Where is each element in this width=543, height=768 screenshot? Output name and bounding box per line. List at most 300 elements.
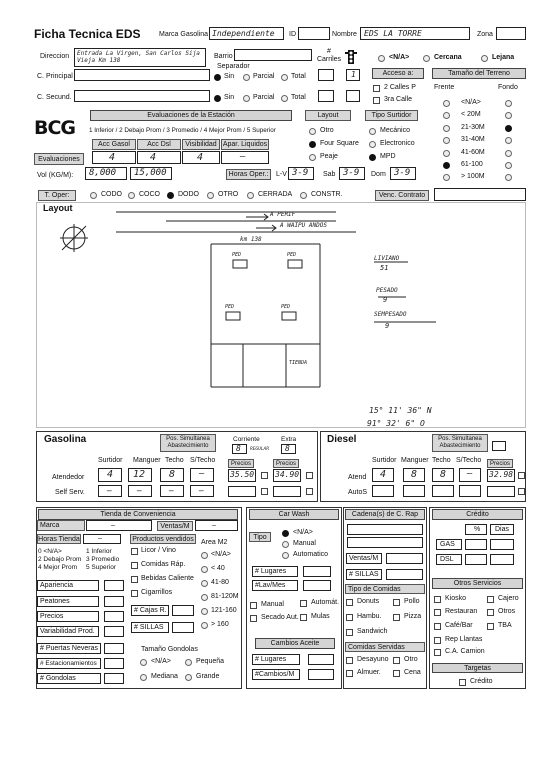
producto-comidas-check[interactable] <box>131 562 138 569</box>
estacionamientos-field[interactable] <box>104 658 124 669</box>
credito-pct-label: % <box>474 526 481 533</box>
oper-dodo-radio[interactable] <box>167 192 174 199</box>
desayuno-check[interactable] <box>346 657 353 664</box>
oper-codo-label: CODO <box>101 191 122 198</box>
gas-self-manguer-value: — <box>137 486 142 495</box>
area-opt-0: <N/A> <box>211 551 231 558</box>
pump-label-2: PED <box>287 252 297 258</box>
dsl-techo-header: Techo <box>432 457 451 464</box>
principal-sin-radio[interactable] <box>214 74 221 81</box>
semipesado-label: SEMPESADO <box>374 311 407 318</box>
otro-tba-check[interactable] <box>487 623 494 630</box>
dsl-atend-stecho[interactable] <box>459 468 481 482</box>
proximity-cercana-radio[interactable] <box>423 55 430 62</box>
barrio-label: Barrio <box>214 53 233 60</box>
marca-label: Marca Gasolina <box>159 31 209 38</box>
lv-field[interactable] <box>288 167 314 180</box>
otro-restauran-check[interactable] <box>434 609 441 616</box>
gas-self-techo-value: — <box>169 486 174 495</box>
corriente-pos-field[interactable] <box>232 444 247 454</box>
comida-otro-label: Otro <box>404 656 418 663</box>
gondola-mediana-radio[interactable] <box>140 674 147 681</box>
layout-foursquare-label: Four Square <box>320 140 359 147</box>
layout-sketch <box>36 202 526 428</box>
gasolina-pos-label: Pos. Simultanea Abastecimiento <box>160 434 216 452</box>
horas-tienda-value: — <box>98 534 103 542</box>
cajas-field[interactable] <box>172 605 194 616</box>
frente-radio-4[interactable] <box>443 150 450 157</box>
dsl-atend-manguer[interactable] <box>403 468 425 482</box>
carriles-principal-field[interactable] <box>318 69 334 81</box>
tienda-sillas-label: # SILLAS <box>134 624 164 631</box>
oper-otro-radio[interactable] <box>207 192 214 199</box>
sab-value: 3-9 <box>343 168 360 178</box>
area-opt-1: < 40 <box>211 565 225 572</box>
targetas-title: Targetas <box>432 663 523 673</box>
form-title: Ficha Tecnica EDS <box>34 27 141 41</box>
dsl-autos-precio-check[interactable] <box>518 488 525 495</box>
gas-atend-stecho[interactable] <box>190 468 214 482</box>
precio-extra-check[interactable] <box>306 472 313 479</box>
dsl-autos-precio[interactable] <box>487 486 515 497</box>
comida-pollo-check[interactable] <box>393 599 400 606</box>
gondolas-label: # Gondolas <box>40 675 76 682</box>
secund-parcial-label: Parcial <box>253 94 275 101</box>
gas-self-surtidor-value: — <box>107 486 112 495</box>
cambios-mes-label: #Cambios/M <box>255 671 295 678</box>
terreno-opt-2: 21-30M <box>461 124 485 131</box>
surtidor-mpd-radio[interactable] <box>369 154 376 161</box>
marca-field[interactable] <box>209 27 284 40</box>
sab-field[interactable] <box>339 167 365 180</box>
fondo-radio-5[interactable] <box>505 162 512 169</box>
pump-label-3: PED <box>225 304 235 310</box>
fondo-radio-6[interactable] <box>505 174 512 181</box>
oper-coco-label: COCO <box>139 191 160 198</box>
marca-value: Independiente <box>212 29 275 38</box>
frente-radio-0[interactable] <box>443 100 450 107</box>
dsl-precio-field[interactable] <box>487 469 515 482</box>
tienda-ventas-label: Ventas/M <box>157 521 193 531</box>
terreno-opt-6: > 100M <box>461 173 485 180</box>
cadena-name-field-2[interactable] <box>347 537 423 548</box>
nombre-field[interactable] <box>360 27 470 40</box>
neveras-label: # Puertas Neveras <box>40 645 98 652</box>
venc-contrato-field[interactable] <box>434 188 526 201</box>
precios-label: Precios <box>40 613 64 620</box>
comida-donuts-check[interactable] <box>346 599 353 606</box>
frente-radio-6[interactable] <box>443 174 450 181</box>
pesado-label: PESADO <box>376 287 398 294</box>
dsl-atend-stecho-value: — <box>467 469 473 479</box>
gas-self-techo[interactable] <box>160 485 184 497</box>
gas-atend-techo-value: 8 <box>169 469 176 480</box>
terreno-opt-1: < 20M <box>461 111 481 118</box>
precios-field[interactable] <box>104 611 124 622</box>
gas-self-stecho-value: — <box>199 486 204 495</box>
otro-cafe-check[interactable] <box>434 623 441 630</box>
dsl-autos-surtidor[interactable] <box>372 485 394 497</box>
visibilidad-field[interactable] <box>182 151 220 164</box>
diesel-pos-field[interactable] <box>492 441 506 451</box>
acc-gasol-value: 4 <box>109 152 116 163</box>
id-field[interactable] <box>298 27 330 40</box>
c-principal-field[interactable] <box>74 69 210 81</box>
atendedor-label: Atendedor <box>52 474 85 481</box>
carwash-mulas-check-label: Mulas <box>311 613 330 620</box>
tienda-sillas-field[interactable] <box>172 622 194 633</box>
precio-extra-field[interactable] <box>273 469 301 482</box>
gondola-grande-radio[interactable] <box>185 674 192 681</box>
cena-check[interactable] <box>393 670 400 677</box>
producto-cigarrillos-check[interactable] <box>131 590 138 597</box>
principal-parcial-radio[interactable] <box>243 74 250 81</box>
tienda-scale-1: 2 Debajo Prom <box>38 556 82 563</box>
horas-tienda-label: Horas Tienda <box>38 535 80 543</box>
neveras-field[interactable] <box>104 643 124 654</box>
dsl-autos-stecho[interactable] <box>459 485 481 497</box>
cambios-mes-label-box <box>252 669 300 680</box>
layout-peaje-radio[interactable] <box>309 154 316 161</box>
oper-coco-radio[interactable] <box>128 192 135 199</box>
cambios-mes-field[interactable] <box>308 669 334 680</box>
c-secund-field[interactable] <box>74 90 210 102</box>
producto-bebidas-check[interactable] <box>131 576 138 583</box>
carwash-lav-field[interactable] <box>303 580 331 591</box>
dos-calles-check[interactable] <box>373 85 380 92</box>
carwash-mulas-check[interactable] <box>300 614 307 621</box>
otros-servicios-title: Otros Servicios <box>432 578 523 589</box>
cajas-label: # Cajas R. <box>134 607 167 614</box>
gas-atend-manguer-value: 12 <box>133 469 146 480</box>
self-precio-extra[interactable] <box>273 486 301 497</box>
comida-sandwich-check[interactable] <box>346 629 353 636</box>
dsl-autos-manguer[interactable] <box>403 485 425 497</box>
cadena-ventas-label-box <box>346 553 382 564</box>
principal-total-radio[interactable] <box>281 74 288 81</box>
producto-licor-label: Licor / Vino <box>141 547 176 554</box>
horas-tienda-field[interactable] <box>83 534 121 544</box>
secund-sin-radio[interactable] <box>214 95 221 102</box>
carwash-lugares-label-box <box>252 566 298 577</box>
carwash-manual-radio[interactable] <box>282 541 289 548</box>
carriles-value-field[interactable] <box>346 69 360 81</box>
tienda-scale-0: 0 <N/A> <box>38 548 62 555</box>
surtidor-mecanico-label: Mecánico <box>380 127 410 134</box>
comida-otro-check[interactable] <box>393 657 400 664</box>
carwash-lugares-field[interactable] <box>303 566 331 577</box>
peatones-label: Peatones <box>40 598 70 605</box>
visibilidad-value: 4 <box>197 152 204 163</box>
arrow-waipu-label: A WAIPU ANDOS <box>280 222 327 229</box>
gas-self-stecho[interactable] <box>190 485 214 497</box>
self-precio-corriente[interactable] <box>228 486 256 497</box>
credito-gas-pct[interactable] <box>465 539 487 550</box>
self-precio-extra-check[interactable] <box>306 488 313 495</box>
cadena-name-field[interactable] <box>347 524 423 535</box>
oper-constr-radio[interactable] <box>300 192 307 199</box>
carwash-lav-label-box <box>252 580 298 591</box>
terreno-opt-5: 61-100 <box>461 161 483 168</box>
layout-foursquare-radio[interactable] <box>309 141 316 148</box>
precio-corriente-check[interactable] <box>261 472 268 479</box>
evaluacion-scale: 1 Inferior / 2 Debajo Prom / 3 Promedio / 4 Mejor Prom / 5 Superior <box>89 127 276 134</box>
secund-parcial-radio[interactable] <box>243 95 250 102</box>
dsl-atend-techo-value: 8 <box>440 469 447 480</box>
gas-surtidor-header: Surtidor <box>98 457 123 464</box>
variabilidad-label: Variabilidad Prod. <box>40 628 95 635</box>
carwash-secado-check[interactable] <box>250 615 257 622</box>
precio-extra-value: 34.90 <box>275 470 300 479</box>
tienda-scale-2: 4 Mejor Prom <box>38 564 78 571</box>
cadena-ventas-field[interactable] <box>386 553 423 564</box>
dom-field[interactable] <box>390 167 416 180</box>
visibilidad-header: Visibilidad <box>182 139 220 150</box>
dsl-autos-techo[interactable] <box>432 485 454 497</box>
credito-dsl-pct[interactable] <box>465 554 487 565</box>
oper-codo-radio[interactable] <box>90 192 97 199</box>
direccion-field[interactable] <box>74 48 206 67</box>
apar-liquidos-header: Apar. Liquidos <box>222 141 268 148</box>
surtidor-electronico-label: Electronico <box>380 140 415 147</box>
otro-camion-check[interactable] <box>434 649 441 656</box>
carwash-na-label: <N/A> <box>293 529 313 536</box>
proximity-cercana-label: Cercana <box>434 54 462 61</box>
frente-radio-1[interactable] <box>443 112 450 119</box>
estacionamientos-label-box <box>37 658 101 669</box>
surtidor-mecanico-radio[interactable] <box>369 128 376 135</box>
dsl-precio-check[interactable] <box>518 472 525 479</box>
tienda-marca-field[interactable] <box>86 520 152 531</box>
apariencia-label: Apariencia <box>40 582 74 589</box>
principal-parcial-label: Parcial <box>253 73 275 80</box>
otro-llantas-check[interactable] <box>434 637 441 644</box>
area-opt-4: 121-160 <box>211 607 237 614</box>
coord-west: 91° 32' 6" O <box>367 419 425 428</box>
dsl-atend-techo[interactable] <box>432 468 454 482</box>
oper-cerrada-radio[interactable] <box>247 192 254 199</box>
carwash-automat-check-label: Automát. <box>311 599 340 606</box>
fondo-radio-4[interactable] <box>505 150 512 157</box>
carwash-tipo-label: Tipo <box>249 532 271 542</box>
carwash-title: Car Wash <box>249 509 339 520</box>
tienda-ventas-field[interactable] <box>195 520 238 531</box>
carriles-secund-2-field[interactable] <box>346 90 360 102</box>
proximity-na-radio[interactable] <box>378 55 385 62</box>
barrio-field[interactable] <box>234 49 312 61</box>
variabilidad-label-box <box>37 626 99 637</box>
precios-label-box <box>37 611 99 622</box>
lv-value: 3-9 <box>292 168 309 178</box>
surtidor-electronico-radio[interactable] <box>369 141 376 148</box>
tienda-scale-3: 1 Inferior <box>86 548 112 555</box>
cadena-ventas-label: Ventas/M <box>349 555 379 562</box>
gondola-na-radio[interactable] <box>140 659 147 666</box>
otro-restauran-label: Restauran <box>445 608 478 615</box>
comida-sandwich-label: Sandwich <box>357 628 388 635</box>
peatones-field[interactable] <box>104 596 124 607</box>
precio-corriente-field[interactable] <box>228 469 256 482</box>
producto-cigarrillos-label: Cigarrillos <box>141 589 173 596</box>
carwash-lugares-label: # Lugares <box>255 568 287 575</box>
semipesado-value: 9 <box>385 322 390 330</box>
carriles-secund-field[interactable] <box>318 90 334 102</box>
terreno-opt-3: 31-40M <box>461 136 485 143</box>
gas-self-surtidor[interactable] <box>98 485 122 497</box>
fondo-radio-2[interactable] <box>505 125 512 132</box>
credito-dsl-label: DSL <box>440 556 454 563</box>
gas-self-manguer[interactable] <box>128 485 152 497</box>
acceso-title: Acceso a: <box>372 68 424 79</box>
gondola-pequena-label: Pequeña <box>196 658 225 665</box>
acc-dsl-header: Acc Dsl <box>137 139 181 150</box>
carwash-manual-check[interactable] <box>250 602 257 609</box>
liviano-label: LIVIANO <box>374 255 400 262</box>
cena-label: Cena <box>404 669 421 676</box>
tienda-sketch-label: TIENDA <box>289 360 308 366</box>
secund-total-radio[interactable] <box>281 95 288 102</box>
id-label: ID <box>289 31 296 38</box>
peatones-label-box <box>37 596 99 607</box>
carwash-automat-check[interactable] <box>300 600 307 607</box>
apariencia-field[interactable] <box>104 580 124 591</box>
layout-button[interactable]: Layout <box>305 110 351 121</box>
comidas-servidas-title: Comidas Servidas <box>345 642 425 652</box>
separador-label: Separador <box>217 63 250 70</box>
self-precio-corriente-check[interactable] <box>261 488 268 495</box>
layout-otro-label: Otro <box>320 127 334 134</box>
acc-dsl-field[interactable] <box>137 151 181 164</box>
vol-gasol-field[interactable] <box>85 167 127 180</box>
gondola-mediana-label: Mediana <box>151 673 178 680</box>
area-radio-4[interactable] <box>201 608 208 615</box>
dsl-atend-surtidor[interactable] <box>372 468 394 482</box>
carwash-na-radio[interactable] <box>282 530 289 537</box>
direccion-value: Entrada La Virgen, San Carlos Sija Vieja Km 138 <box>77 50 200 64</box>
otro-otros-label: Otros <box>498 608 516 615</box>
carwash-auto-label: Automatico <box>293 551 329 558</box>
acc-gasol-header: Acc Gasol <box>92 139 136 150</box>
carwash-auto-radio[interactable] <box>282 552 289 559</box>
proximity-na-label: <N/A> <box>389 54 410 61</box>
credito-dsl-label-box <box>436 554 462 565</box>
carwash-manual-label: Manual <box>293 540 316 547</box>
extra-pos-field[interactable] <box>281 444 296 454</box>
variabilidad-field[interactable] <box>104 626 124 637</box>
area-radio-3[interactable] <box>201 594 208 601</box>
frente-label: Frente <box>434 84 455 91</box>
area-radio-5[interactable] <box>201 622 208 629</box>
tercera-calle-check[interactable] <box>373 97 380 104</box>
comida-pizza-label: Pizza <box>404 613 422 620</box>
proximity-lejana-radio[interactable] <box>481 55 488 62</box>
pump-label-1: PED <box>232 252 242 258</box>
frente-radio-3[interactable] <box>443 137 450 144</box>
zona-field[interactable] <box>496 27 526 40</box>
layout-peaje-label: Peaje <box>320 153 338 160</box>
comida-pizza-check[interactable] <box>393 614 400 621</box>
sab-label: Sab <box>323 171 336 178</box>
tercera-calle-label: 3ra Calle <box>384 96 413 103</box>
direccion-label: Direccion <box>40 53 70 60</box>
almuerzo-check[interactable] <box>346 670 353 677</box>
venc-contrato-label: Venc. Contrato <box>375 190 429 201</box>
producto-bebidas-label: Bebidas Caliente <box>141 575 194 582</box>
vol-dsl-field[interactable] <box>130 167 172 180</box>
acc-gasol-field[interactable] <box>92 151 136 164</box>
cambios-lugares-field[interactable] <box>308 654 334 665</box>
otro-otros-check[interactable] <box>487 609 494 616</box>
otro-cajero-check[interactable] <box>487 596 494 603</box>
tienda-title: Tienda de Conveniencia <box>38 509 238 520</box>
comida-hambu-check[interactable] <box>346 614 353 621</box>
extra-pos-value: 8 <box>285 444 290 453</box>
layout-otro-radio[interactable] <box>309 128 316 135</box>
otro-kiosko-label: Kiosko <box>445 595 467 602</box>
otro-camion-label: C.A. Camion <box>445 648 485 655</box>
c-principal-label: C. Principal <box>37 73 73 80</box>
dsl-atend-label: Atend <box>348 474 367 481</box>
fondo-radio-3[interactable] <box>505 137 512 144</box>
gas-atend-manguer[interactable] <box>128 468 152 482</box>
gas-atend-surtidor[interactable] <box>98 468 122 482</box>
credito-dsl-dias[interactable] <box>490 554 514 565</box>
nombre-label: Nombre <box>332 31 357 38</box>
gondolas-field[interactable] <box>104 673 124 684</box>
credito-pct-header <box>465 524 487 535</box>
tipo-surtidor-button[interactable]: Tipo Surtidor <box>365 110 418 121</box>
corriente-note: REGULAR <box>250 447 269 452</box>
gas-atend-stecho-value: — <box>199 469 205 479</box>
carriles-label: # Carriles <box>316 48 342 63</box>
terreno-opt-0: <N/A> <box>461 99 481 106</box>
otro-kiosko-check[interactable] <box>434 596 441 603</box>
area-radio-2[interactable] <box>201 580 208 587</box>
surtidor-mpd-label: MPD <box>380 153 396 160</box>
frente-radio-2[interactable] <box>443 125 450 132</box>
gasolina-title: Gasolina <box>44 434 87 445</box>
cadena-sillas-field[interactable] <box>386 569 423 580</box>
cambios-lugares-label: # Lugares <box>255 656 287 663</box>
carwash-lav-label: #Lav/Mes <box>255 582 286 589</box>
apar-liquidos-field[interactable] <box>221 151 269 164</box>
tienda-sillas-label-box <box>131 622 169 633</box>
gas-atend-techo[interactable] <box>160 468 184 482</box>
vol-label: Vol (KG/M): <box>37 172 74 179</box>
fondo-radio-1[interactable] <box>505 112 512 119</box>
terreno-opt-4: 41-60M <box>461 149 485 156</box>
targeta-credito-check[interactable] <box>459 679 466 686</box>
area-radio-1[interactable] <box>201 566 208 573</box>
coord-north: 15° 11' 36" N <box>369 406 432 415</box>
gondola-pequena-radio[interactable] <box>185 659 192 666</box>
frente-radio-5[interactable] <box>443 162 450 169</box>
vol-dsl-value: 15,000 <box>134 168 167 178</box>
cadena-sillas-label: # SILLAS <box>349 571 379 578</box>
fondo-radio-0[interactable] <box>505 100 512 107</box>
credito-gas-dias[interactable] <box>490 539 514 550</box>
credito-dias-label: Dias <box>495 526 510 533</box>
diesel-title: Diesel <box>327 434 357 445</box>
dom-label: Dom <box>371 171 386 178</box>
tienda-marca-label: Marca <box>37 520 85 531</box>
layout-section-label: Layout <box>43 203 73 213</box>
acc-dsl-value: 4 <box>150 152 157 163</box>
producto-licor-check[interactable] <box>131 548 138 555</box>
area-radio-0[interactable] <box>201 552 208 559</box>
pump-label-4: PED <box>281 304 291 310</box>
zona-label: Zona <box>477 31 493 38</box>
